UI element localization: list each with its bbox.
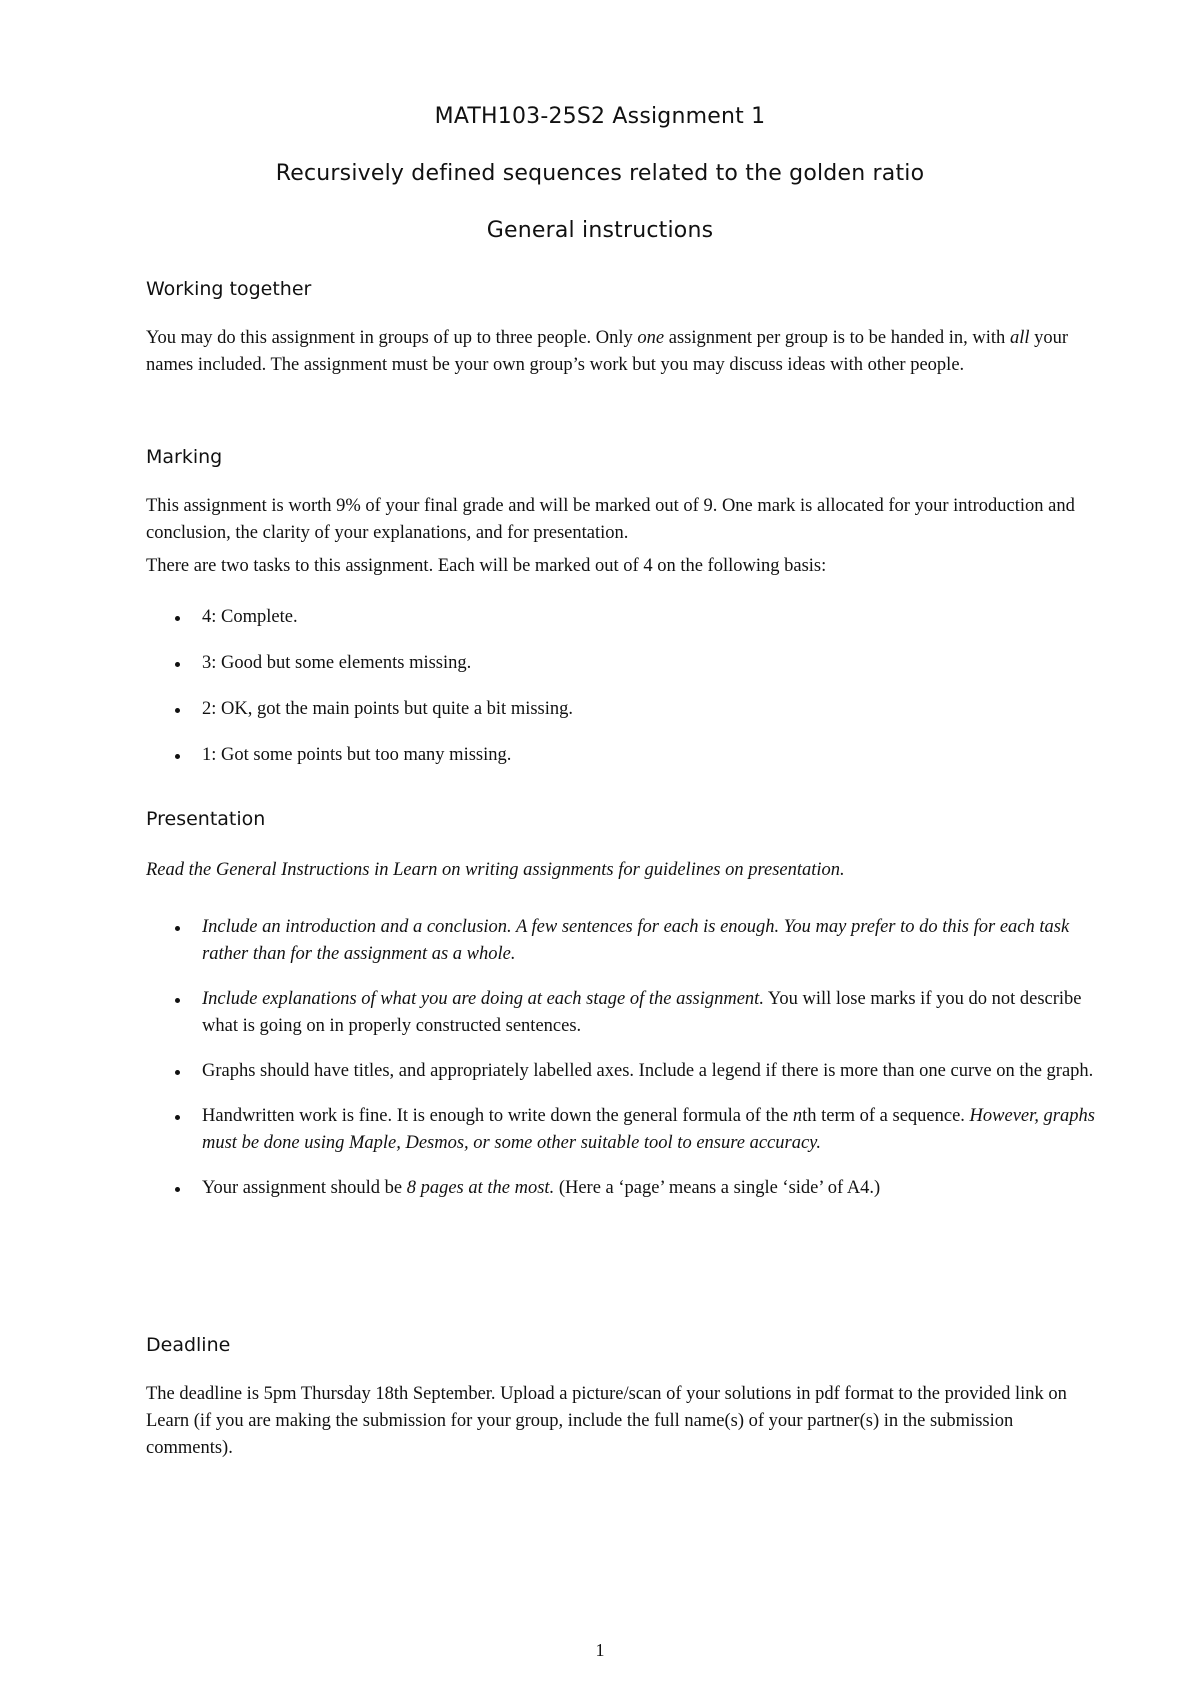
working-together-paragraph (146, 325, 1096, 379)
list-item-text: (Here a ‘page’ means a single ‘side’ of A4.) (554, 1178, 881, 1198)
bullet-icon (175, 754, 180, 759)
list-item-text: 4: Complete. (202, 607, 298, 627)
bullet-icon (175, 926, 180, 931)
document-subtitle: Recursively defined sequences related to the golden ratio (275, 161, 925, 186)
list-item-emphasis: 8 pages at the most. (406, 1178, 555, 1198)
list-item-variable: n (792, 1106, 803, 1126)
working-together-text-b: assignment per group is to be handed in, with (664, 328, 1010, 348)
list-item-text: Handwritten work is fine. It is enough to write down the general formula of the (202, 1106, 793, 1126)
document-title: MATH103-25S2 Assignment 1 (434, 104, 766, 129)
list-item-text: 3: Good but some elements missing. (202, 653, 472, 673)
marking-paragraph-2: There are two tasks to this assignment. Each will be marked out of 4 on the following basis: (146, 556, 827, 576)
bullet-icon (175, 998, 180, 1003)
working-together-heading: Working together (146, 278, 312, 300)
list-item-text: Graphs should have titles, and appropriately labelled axes. Include a legend if there is more than one curve on the graph. (202, 1061, 1094, 1081)
list-item (146, 986, 1096, 1040)
working-together-text-a: You may do this assignment in groups of up to three people. Only (146, 328, 638, 348)
list-item-text: 2: OK, got the main points but quite a bit missing. (202, 699, 574, 719)
list-item-text: 1: Got some points but too many missing. (202, 745, 512, 765)
list-item (146, 914, 1096, 968)
list-item (146, 604, 1096, 631)
presentation-intro: Read the General Instructions in Learn on writing assignments for guidelines on presentation. (146, 860, 845, 880)
list-item-text: Your assignment should be (202, 1178, 407, 1198)
section-title: General instructions (486, 218, 714, 243)
list-item (146, 1103, 1096, 1157)
bullet-icon (175, 616, 180, 621)
working-together-emphasis-one: one (637, 328, 665, 348)
bullet-icon (175, 662, 180, 667)
marking-paragraph-1: This assignment is worth 9% of your final grade and will be marked out of 9. One mark is allocated for your introduction and conclusion, the clarity of your explanations, and for presentation. (146, 496, 1075, 543)
bullet-icon (175, 708, 180, 713)
bullet-icon (175, 1070, 180, 1075)
page-number: 1 (595, 1640, 605, 1660)
working-together-emphasis-all: all (1009, 328, 1030, 348)
marking-criteria-list (146, 604, 1096, 769)
marking-heading: Marking (146, 446, 223, 468)
list-item (146, 742, 1096, 769)
working-together-text-c: your names included. The assignment must be your own group’s work but you may discuss ideas with other people. (146, 328, 1069, 375)
deadline-heading: Deadline (146, 1334, 231, 1356)
list-item-text: Include an introduction and a conclusion. A few sentences for each is enough. You may prefer to do this for each task rather than for the assignment as a whole. (202, 917, 1070, 964)
presentation-guidelines-list (146, 914, 1096, 1202)
list-item (146, 650, 1096, 677)
list-item-emphasis: However, graphs must be done using Maple, Desmos, or some other suitable tool to ensure accuracy. (202, 1106, 1095, 1153)
presentation-heading: Presentation (146, 808, 266, 830)
bullet-icon (175, 1187, 180, 1192)
list-item-text: You will lose marks if you do not describe what is going on in properly constructed sentences. (202, 989, 1082, 1036)
bullet-icon (175, 1115, 180, 1120)
list-item (146, 1058, 1096, 1085)
list-item (146, 1175, 1096, 1202)
deadline-paragraph: The deadline is 5pm Thursday 18th September. Upload a picture/scan of your solutions in pdf format to the provided link on Learn (if you are making the submission for your group, include the full name(s) of your partner(s) in the submission comments). (146, 1384, 1067, 1458)
list-item-text: th term of a sequence. (802, 1106, 970, 1126)
list-item (146, 696, 1096, 723)
list-item-emphasis: Include explanations of what you are doing at each stage of the assignment. (202, 989, 764, 1009)
